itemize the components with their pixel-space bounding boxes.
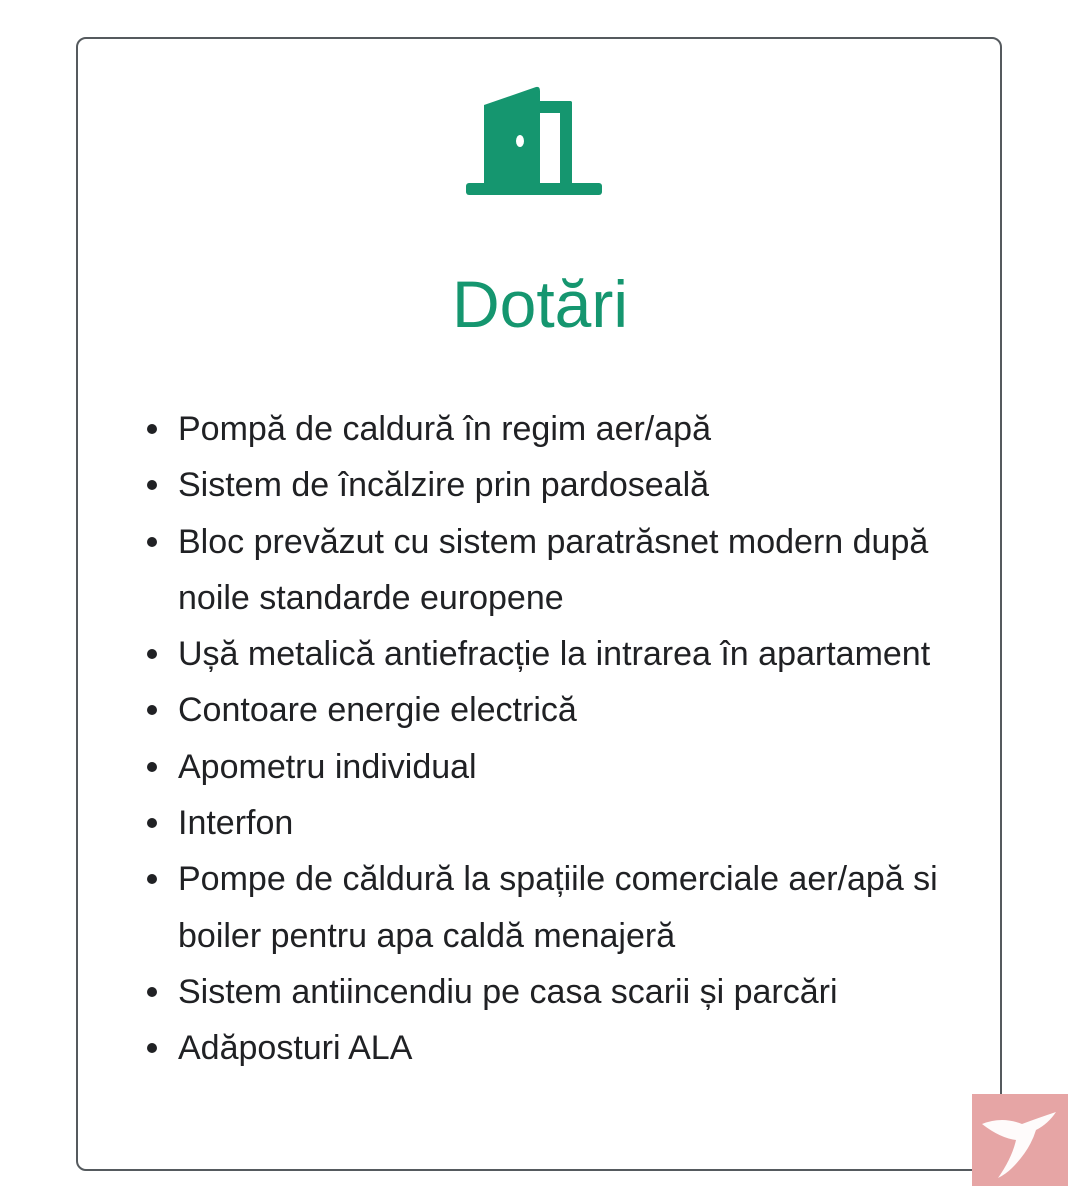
list-item-text: Ușă metalică antiefracție la intrarea în apartament — [178, 635, 931, 674]
list-item-text: Bloc prevăzut cu sistem paratrăsnet modern după noile standarde europene — [178, 522, 929, 617]
list-item — [178, 457, 1008, 513]
bird-logo-icon — [972, 1094, 1068, 1186]
list-item — [178, 795, 1008, 851]
list-item — [178, 682, 1008, 738]
list-item — [178, 964, 1008, 1020]
amenities-list — [178, 401, 1008, 1077]
section-title: Dotări — [451, 267, 629, 341]
open-door-icon — [464, 85, 604, 197]
list-item-text: Interfon — [178, 804, 294, 843]
list-item-text: Adăposturi ALA — [178, 1029, 413, 1068]
list-item-text: Apometru individual — [178, 747, 477, 786]
watermark-logo — [972, 1094, 1068, 1186]
bullet-icon — [147, 424, 157, 434]
list-item-text: Pompe de căldură la spațiile comerciale aer/apă si boiler pentru apa caldă menajeră — [178, 860, 938, 955]
list-item — [178, 626, 1008, 682]
list-item-text: Contoare energie electrică — [178, 691, 577, 730]
list-item-text: Pompă de caldură în regim aer/apă — [178, 410, 711, 448]
list-item — [178, 1020, 1008, 1076]
bullet-icon — [147, 987, 157, 997]
list-item-text: Sistem de încălzire prin pardoseală — [178, 466, 710, 505]
bullet-icon — [147, 762, 157, 772]
list-item — [178, 401, 1008, 457]
bullet-icon — [147, 537, 157, 547]
list-item — [178, 851, 1008, 964]
list-item — [178, 514, 1008, 627]
list-item-text: Sistem antiincendiu pe casa scarii și parcări — [178, 972, 838, 1011]
list-item — [178, 739, 1008, 795]
